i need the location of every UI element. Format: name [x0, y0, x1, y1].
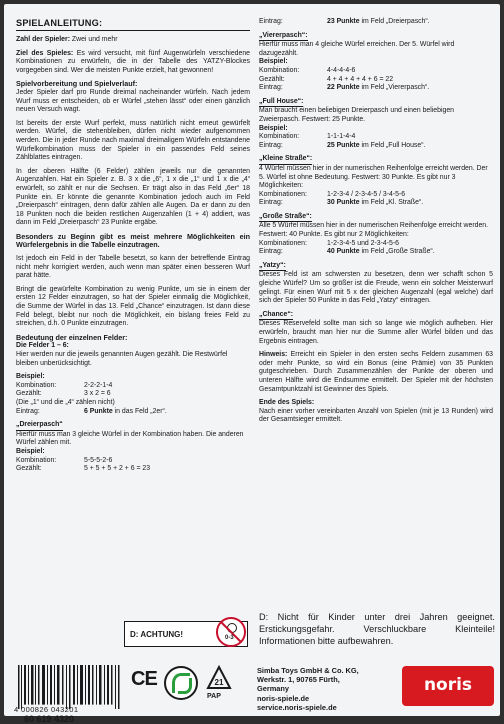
example-note: (Die „1“ und die „4“ zählen nicht): [16, 398, 115, 406]
grosse-label: „Große Straße“:: [259, 213, 312, 223]
kleine-text: 4 Würfel müssen hier in der numerischen Reihenfolge erreicht werden. Der 5. Würfel ist ohne Bedeutung. Festwert: 30 Punkte. Es gibt nur 3 Möglichkeiten:: [259, 164, 488, 190]
dreier-text: Hierfür muss man 3 gleiche Würfel in der Kombination haben. Die anderen Würfel zählen mit.: [16, 430, 244, 447]
end-text: Nach einer vorher vereinbarten Anzahl von Spielen (mit je 13 Runden) wird der Gesamtsieger ermittelt.: [259, 407, 493, 424]
fields-heading: Bedeutung der einzelnen Felder:: [16, 332, 128, 342]
example-label: Beispiel:: [259, 124, 288, 132]
grosse-text: Alle 5 Würfel müssen hier in der numerischen Reihenfolge erreicht werden.: [259, 222, 489, 230]
example-label: Beispiel:: [16, 447, 45, 455]
rules-p2: Bringt die gewürfelte Kombination zu wenig Punkte, um sie in einem der ersten 12 Felder einzutragen, so hat der Spieler einmalig die Möglichkeit, die Summe der Würfel in das 13. Feld „Chance“ einzutragen. Ist dann diese Feld belegt, bleibt nur noch die Möglichkeit, ein bislang freies Feld zu streichen, d.h. 0 Punkte einzutragen.: [16, 285, 250, 328]
prep-p1: Jeder Spieler darf pro Runde dreimal nacheinander würfeln. Nach jedem Wurf muss er entscheiden, ob er Würfel „stehen lässt“ oder einen gänzlich neuen Versuch wagt.: [16, 88, 250, 114]
barcode-number: 4 000826 043201: [14, 705, 79, 714]
example-row: Eintrag: 25 Punkte im Feld „Full House“.: [259, 141, 426, 149]
left-column: [16, 18, 250, 474]
example-row: Gezählt: 3 x 2 = 6: [16, 390, 111, 398]
warning-box: D: ACHTUNG!: [124, 621, 248, 647]
players-line: Zahl der Spieler: Zwei und mehr: [16, 36, 118, 43]
noris-logo: noris: [402, 666, 494, 706]
yatzy-label: „Yatzy“:: [259, 262, 286, 272]
prep-p2: Ist bereits der erste Wurf perfekt, muss natürlich nicht erneut gewürfelt werden. Würfel, die stehenbleiben, dürfen nicht wieder aufgenommen werden. Die in jeder Runde nach maximal dreimaligem Würfeln entstandene Würfelkombination muss der Spieler in ein passendes Feld seines Zählblattes eintragen.: [16, 119, 250, 162]
page-title: SPIELANLEITUNG:: [16, 18, 250, 31]
prep-p3: In der oberen Hälfte (6 Felder) zählen jeweils nur die genannten Augenzahlen. Hat ein Spieler z. B. 3 x die „6“, 1 x die „1“ und 1 x die „4“ erwürfelt, so zählt er nur die Sechsen. Er trägt also in das Feld „6er“ 18 Punkte ein. Er könnte die genannte Kombination jedoch auch im Feld „Dreierpasch“ eintragen, denn dafür zählen alle Augen. Da er dann zu den 18 Punkten noch die beiden restlichen Augenzahlen (1 + 4) addiert, was dann im Feld „Dreierpasch“ 23 Punkte ergäbe.: [16, 167, 250, 227]
right-column: [259, 18, 493, 430]
example-row: Eintrag: 23 Punkte im Feld „Dreierpasch“.: [259, 18, 430, 25]
example-row: Kombination: 5-5-5-2-6: [16, 456, 113, 464]
yatzy-text: Dieses Feld ist am schwersten zu besetzen, denn wer schafft schon 5 gleiche Würfel? Um so größer ist die Freude, wenn ein solcher Meisterwurf gelingt. Für einen Wurf mit 5 x der gleichen Augenzahl (egal welche) darf sich der Spieler 50 Punkte in das Feld „Yatzy“ eintragen.: [259, 271, 493, 305]
goal-paragraph: Ziel des Spieles: Es wird versucht, mit fünf Augenwürfeln verschiedene Kombinationen zu erwürfeln, die in der Tabelle des YATZY-Blockes vorgegeben sind. Wer die meisten Punkte erzielt, hat gewonnen!: [16, 49, 250, 74]
recycling-triangle-icon: [206, 664, 232, 694]
vierer-label: „Viererpasch“:: [259, 32, 308, 42]
instruction-sheet: [4, 4, 500, 724]
chance-text: Dieses Reservefeld sollte man sich so lange wie möglich aufheben. Hier erwürfeln, braucht man hier nur die Summe aller Würfel bilden und das Ergebnis eintragen.: [259, 320, 493, 345]
example-row: Kombination: 2-2-2-1-4: [16, 381, 113, 389]
hint-paragraph: Hinweis: Erreicht ein Spieler in den ersten sechs Feldern zusammen 63 oder mehr Punkte, so wird ein Bonus (eine Prämie) von 35 Punkten gutgeschrieben. Durch Zusammenzählen der Punkte der oberen und unteren Hälfte wird die Endsumme ermittelt. Der Spieler mit der höchsten Gesamtpunktzahl ist Gewinner des Spiels.: [259, 351, 493, 393]
svg-text:21: 21: [214, 678, 224, 687]
example-row: Eintrag: 40 Punkte im Feld „Große Straße“.: [259, 248, 435, 256]
example-label: Beispiel:: [259, 58, 288, 66]
rules-p1: Ist jedoch ein Feld in der Tabelle besetzt, so kann der betreffende Eintrag nicht mehr korrigiert werden, auch wenn man später einen besseren Wurf parat hätte.: [16, 255, 250, 280]
example-row: Kombination: 1-1-1-4-4: [259, 133, 356, 141]
company-address: Simba Toys GmbH & Co. KG, Werkstr. 1, 90765 Fürth, Germany noris-spiele.de service.noris-spiele.de: [257, 666, 359, 712]
barcode-icon: [14, 665, 126, 709]
example-row: Kombinationen: 1-2-3-4 / 2-3-4-5 / 3-4-5-6: [259, 190, 406, 198]
example-row: Kombination: 4-4-4-4-6: [259, 66, 356, 74]
important-note: Besonders zu Beginn gibt es meist mehrere Möglichkeiten ein Würfelergebnis in die Tabelle einzutragen.: [16, 231, 250, 250]
prep-heading: Spielvorbereitung und Spielverlauf:: [16, 79, 138, 89]
pap-label: PAP: [207, 693, 221, 700]
age-warning-icon: 0-3: [216, 617, 246, 647]
example-row: Gezählt: 5 + 5 + 5 + 2 + 6 = 23: [16, 465, 151, 473]
fields-1-6-text: Hier werden nur die jeweils genannten Augen gezählt. Die Restwürfel bleiben unberücksichtigt.: [16, 351, 228, 367]
fullhouse-text: Man braucht einen beliebigen Dreierpasch und einen beliebigen Zweierpasch. Festwert: 25 Punkte.: [259, 107, 454, 123]
green-dot-recycling-icon: [164, 666, 198, 700]
grosse-text2: Festwert: 40 Punkte. Es gibt nur 2 Möglichkeiten:: [259, 231, 409, 239]
dreier-label: „Dreierpasch“: [16, 421, 63, 431]
vierer-text: Hierfür muss man 4 gleiche Würfel erreichen. Der 5. Würfel wird dazugezählt.: [259, 41, 455, 57]
end-label: Ende des Spiels:: [259, 399, 315, 407]
choking-warning: D: Nicht für Kinder unter drei Jahren geeignet. Erstickungsgefahr. Verschluckbare Kleinteile! Informationen bitte aufbewahren.: [259, 612, 495, 646]
article-number: 60 619 4320: [24, 714, 75, 724]
example-label: Beispiel:: [16, 373, 45, 381]
example-row: Eintrag: 30 Punkte im Feld „Kl. Straße“.: [259, 199, 424, 207]
kleine-label: „Kleine Straße“:: [259, 155, 312, 165]
example-row: Kombinationen: 1-2-3-4-5 und 2-3-4-5-6: [259, 239, 400, 247]
ce-mark-icon: CE: [131, 668, 157, 690]
example-row: Gezählt: 4 + 4 + 4 + 4 + 6 = 22: [259, 75, 394, 83]
fullhouse-label: „Full House“:: [259, 98, 303, 108]
fields-1-6-label: Die Felder 1 – 6:: [16, 342, 69, 350]
example-row: Eintrag: 6 Punkte in das Feld „2er“.: [16, 407, 167, 415]
example-row: Eintrag: 22 Punkte im Feld „Viererpasch“.: [259, 84, 430, 92]
chance-label: „Chance“:: [259, 311, 293, 321]
